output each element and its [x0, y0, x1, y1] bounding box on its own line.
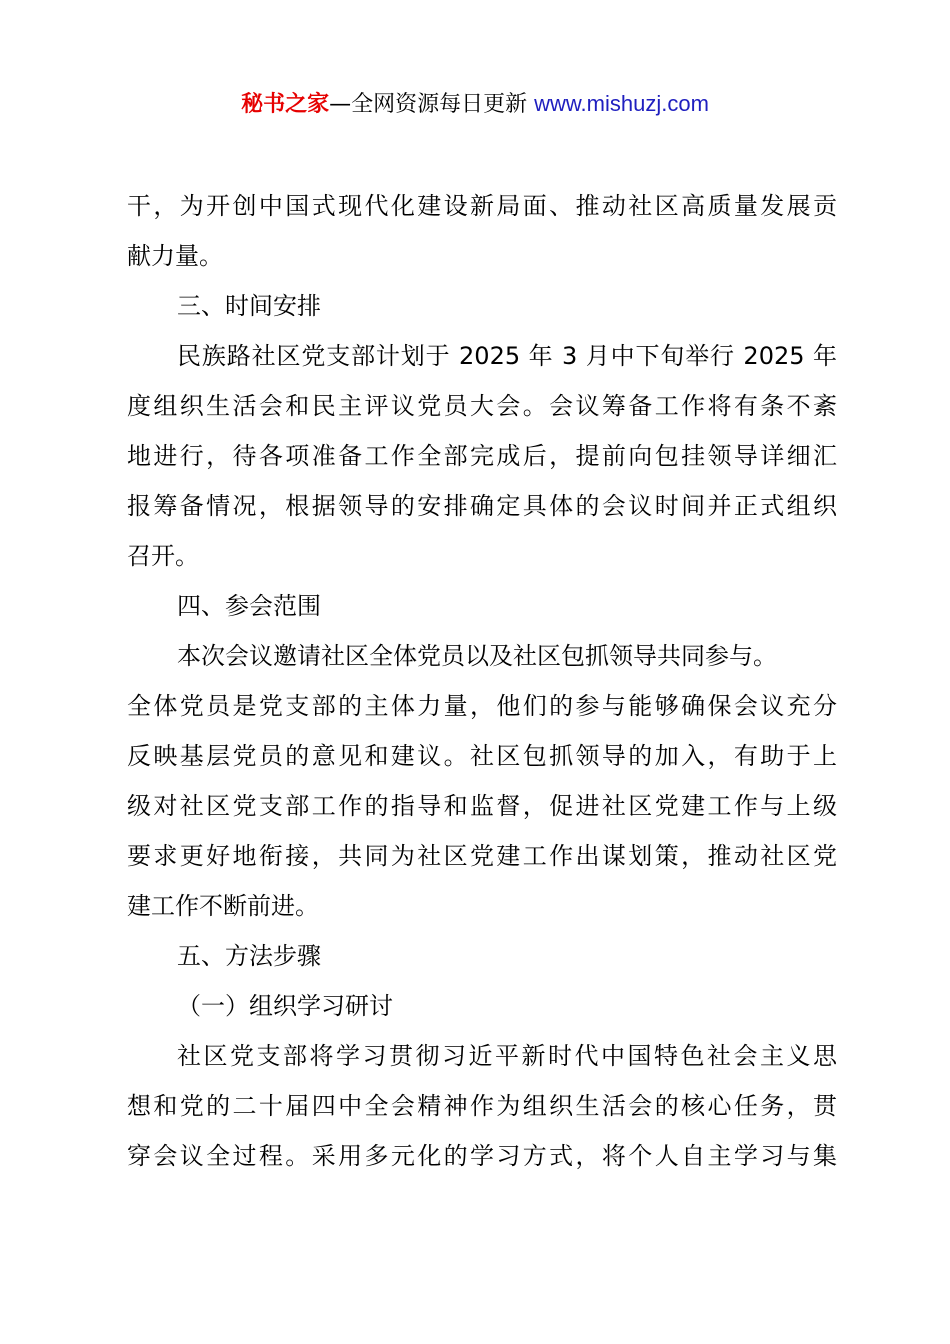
paragraph-line: 度组织生活会和民主评议党员大会。会议筹备工作将有条不紊 — [127, 392, 837, 420]
document-body — [127, 181, 837, 1181]
paragraph-line: 召开。 — [127, 542, 199, 570]
header-url-link[interactable]: www.mishuzj.com — [534, 91, 709, 116]
subsection-heading: （一）组织学习研讨 — [177, 992, 393, 1020]
paragraph-line: 本次会议邀请社区全体党员以及社区包抓领导共同参与。 — [177, 642, 777, 670]
paragraph-line: 献力量。 — [127, 242, 223, 270]
paragraph-line: 反映基层党员的意见和建议。社区包抓领导的加入，有助于上 — [127, 742, 837, 770]
page-header — [0, 86, 950, 123]
paragraph-line: 要求更好地衔接，共同为社区党建工作出谋划策，推动社区党 — [127, 842, 837, 870]
section-heading: 四、参会范围 — [177, 592, 321, 620]
paragraph-line: 民族路社区党支部计划于 2025 年 3 月中下旬举行 2025 年 — [177, 342, 837, 370]
header-tagline: —全网资源每日更新 — [329, 92, 528, 117]
paragraph-line: 级对社区党支部工作的指导和监督，促进社区党建工作与上级 — [127, 792, 837, 820]
paragraph-line: 报筹备情况，根据领导的安排确定具体的会议时间并正式组织 — [127, 492, 837, 520]
section-heading: 三、时间安排 — [177, 292, 321, 320]
paragraph-line: 干，为开创中国式现代化建设新局面、推动社区高质量发展贡 — [127, 192, 837, 220]
paragraph-line: 社区党支部将学习贯彻习近平新时代中国特色社会主义思 — [177, 1042, 837, 1070]
section-heading: 五、方法步骤 — [177, 942, 321, 970]
paragraph-line: 地进行，待各项准备工作全部完成后，提前向包挂领导详细汇 — [127, 442, 837, 470]
paragraph-line: 全体党员是党支部的主体力量，他们的参与能够确保会议充分 — [127, 692, 837, 720]
paragraph-line: 穿会议全过程。采用多元化的学习方式，将个人自主学习与集 — [127, 1142, 837, 1170]
paragraph-line: 想和党的二十届四中全会精神作为组织生活会的核心任务，贯 — [127, 1092, 837, 1120]
paragraph-line: 建工作不断前进。 — [127, 892, 319, 920]
brand-name: 秘书之家 — [241, 92, 330, 117]
